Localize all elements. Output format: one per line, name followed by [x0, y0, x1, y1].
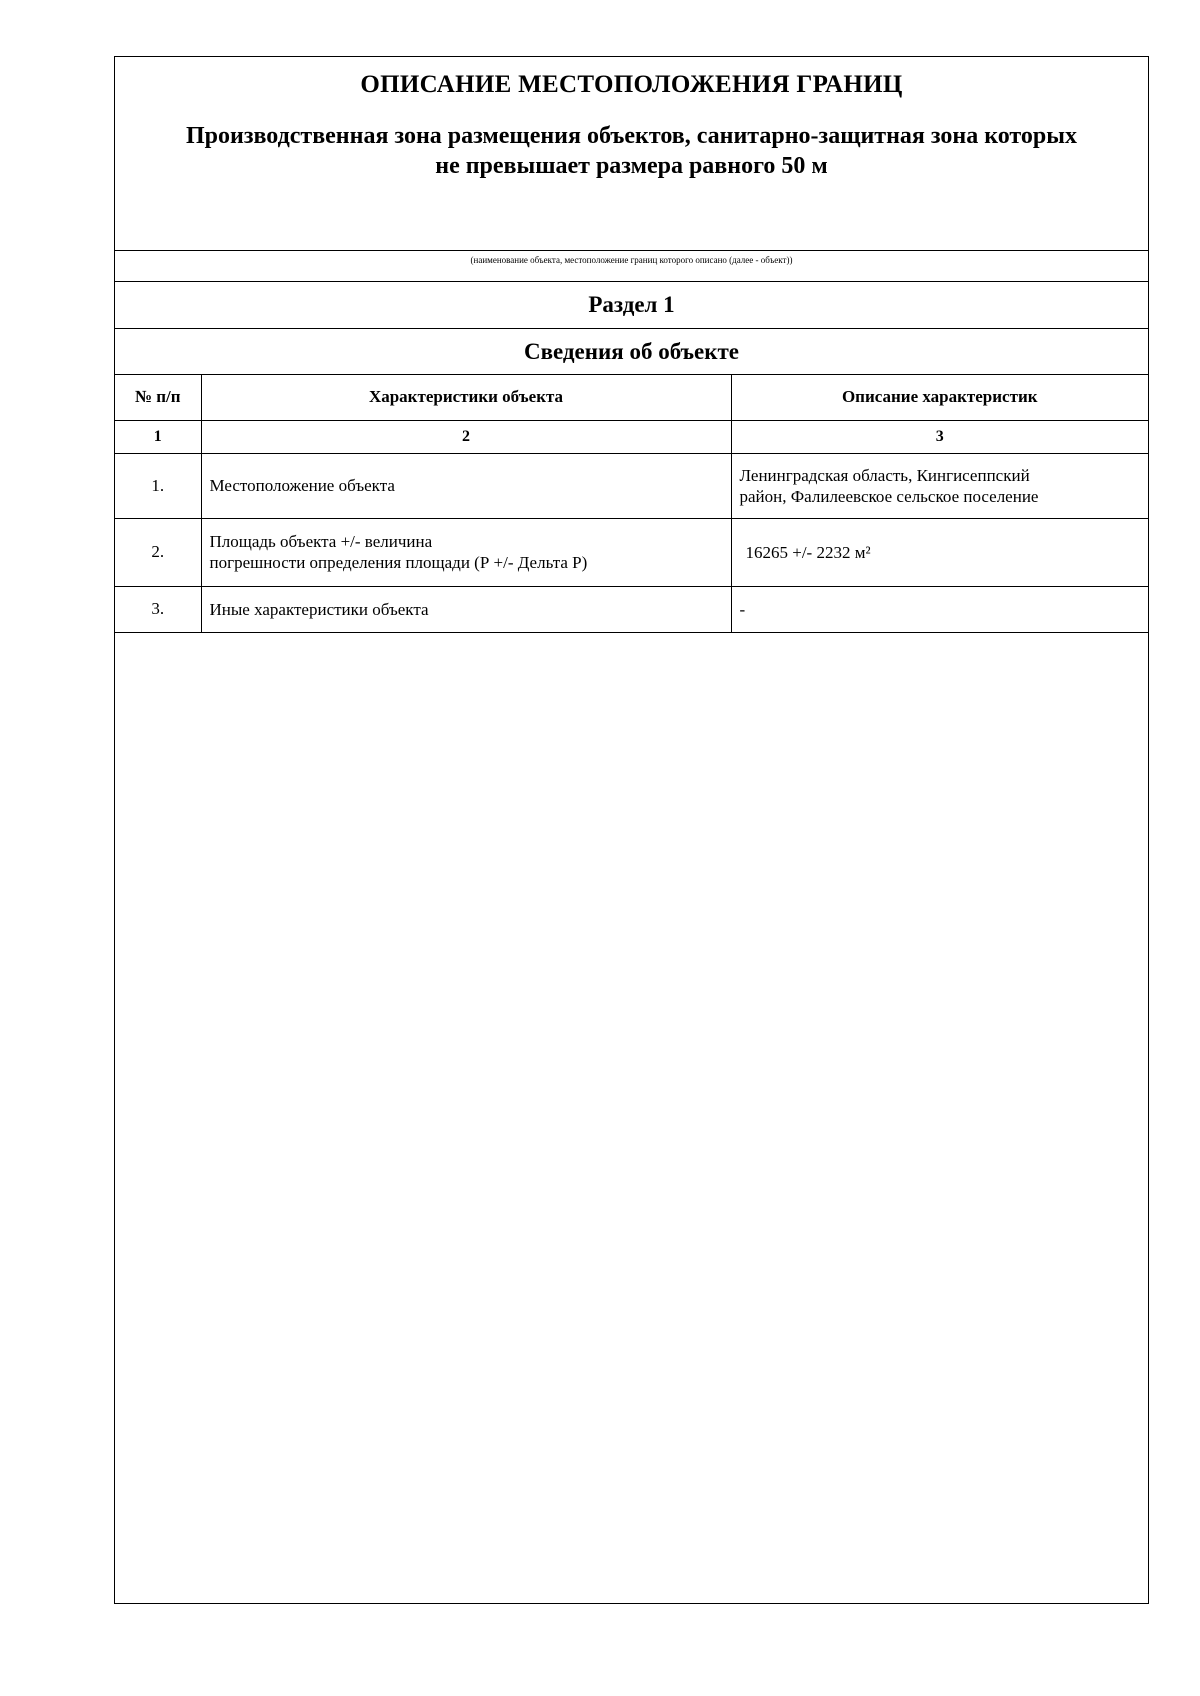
column-number-3: 3 — [731, 420, 1148, 453]
column-header-characteristic: Характеристики объекта — [201, 375, 731, 420]
object-caption: (наименование объекта, местоположение границ которого описано (далее - объект)) — [115, 251, 1148, 282]
object-name-line-2: не превышает размера равного 50 м — [435, 153, 828, 179]
column-header-number: № п/п — [115, 375, 201, 420]
column-number-2: 2 — [201, 420, 731, 453]
row-characteristic — [201, 518, 731, 586]
row-characteristic-line-2: погрешности определения площади (Р +/- Дельта Р) — [209, 553, 588, 572]
row-description: - — [731, 586, 1148, 632]
row-description — [731, 453, 1148, 518]
column-header-description: Описание характеристик — [731, 375, 1148, 420]
object-name — [115, 101, 1148, 251]
table-row — [115, 586, 1148, 632]
row-index: 3. — [115, 586, 201, 632]
row-characteristic-line-1: Площадь объекта +/- величина — [209, 532, 433, 551]
document-title: ОПИСАНИЕ МЕСТОПОЛОЖЕНИЯ ГРАНИЦ — [360, 71, 903, 98]
object-name-line-1: Производственная зона размещения объектов, санитарно-защитная зона которых — [186, 123, 1077, 149]
row-characteristic: Местоположение объекта — [201, 453, 731, 518]
table-row — [115, 518, 1148, 586]
column-number-1: 1 — [115, 420, 201, 453]
object-info-table — [115, 375, 1148, 633]
row-description-line-1: Ленинградская область, Кингисеппский — [739, 465, 1030, 485]
row-description: 16265 +/- 2232 м² — [731, 518, 1148, 586]
row-characteristic: Иные характеристики объекта — [201, 586, 731, 632]
table-row — [115, 453, 1148, 518]
row-description-line-2: район, Фалилеевское сельское поселение — [739, 486, 1039, 506]
row-index: 2. — [115, 518, 201, 586]
section-number: Раздел 1 — [115, 282, 1148, 329]
column-numbers-row — [115, 420, 1148, 453]
row-index: 1. — [115, 453, 201, 518]
table-header-row — [115, 375, 1148, 420]
section-title: Сведения об объекте — [115, 329, 1148, 375]
document-sheet — [114, 56, 1149, 1604]
